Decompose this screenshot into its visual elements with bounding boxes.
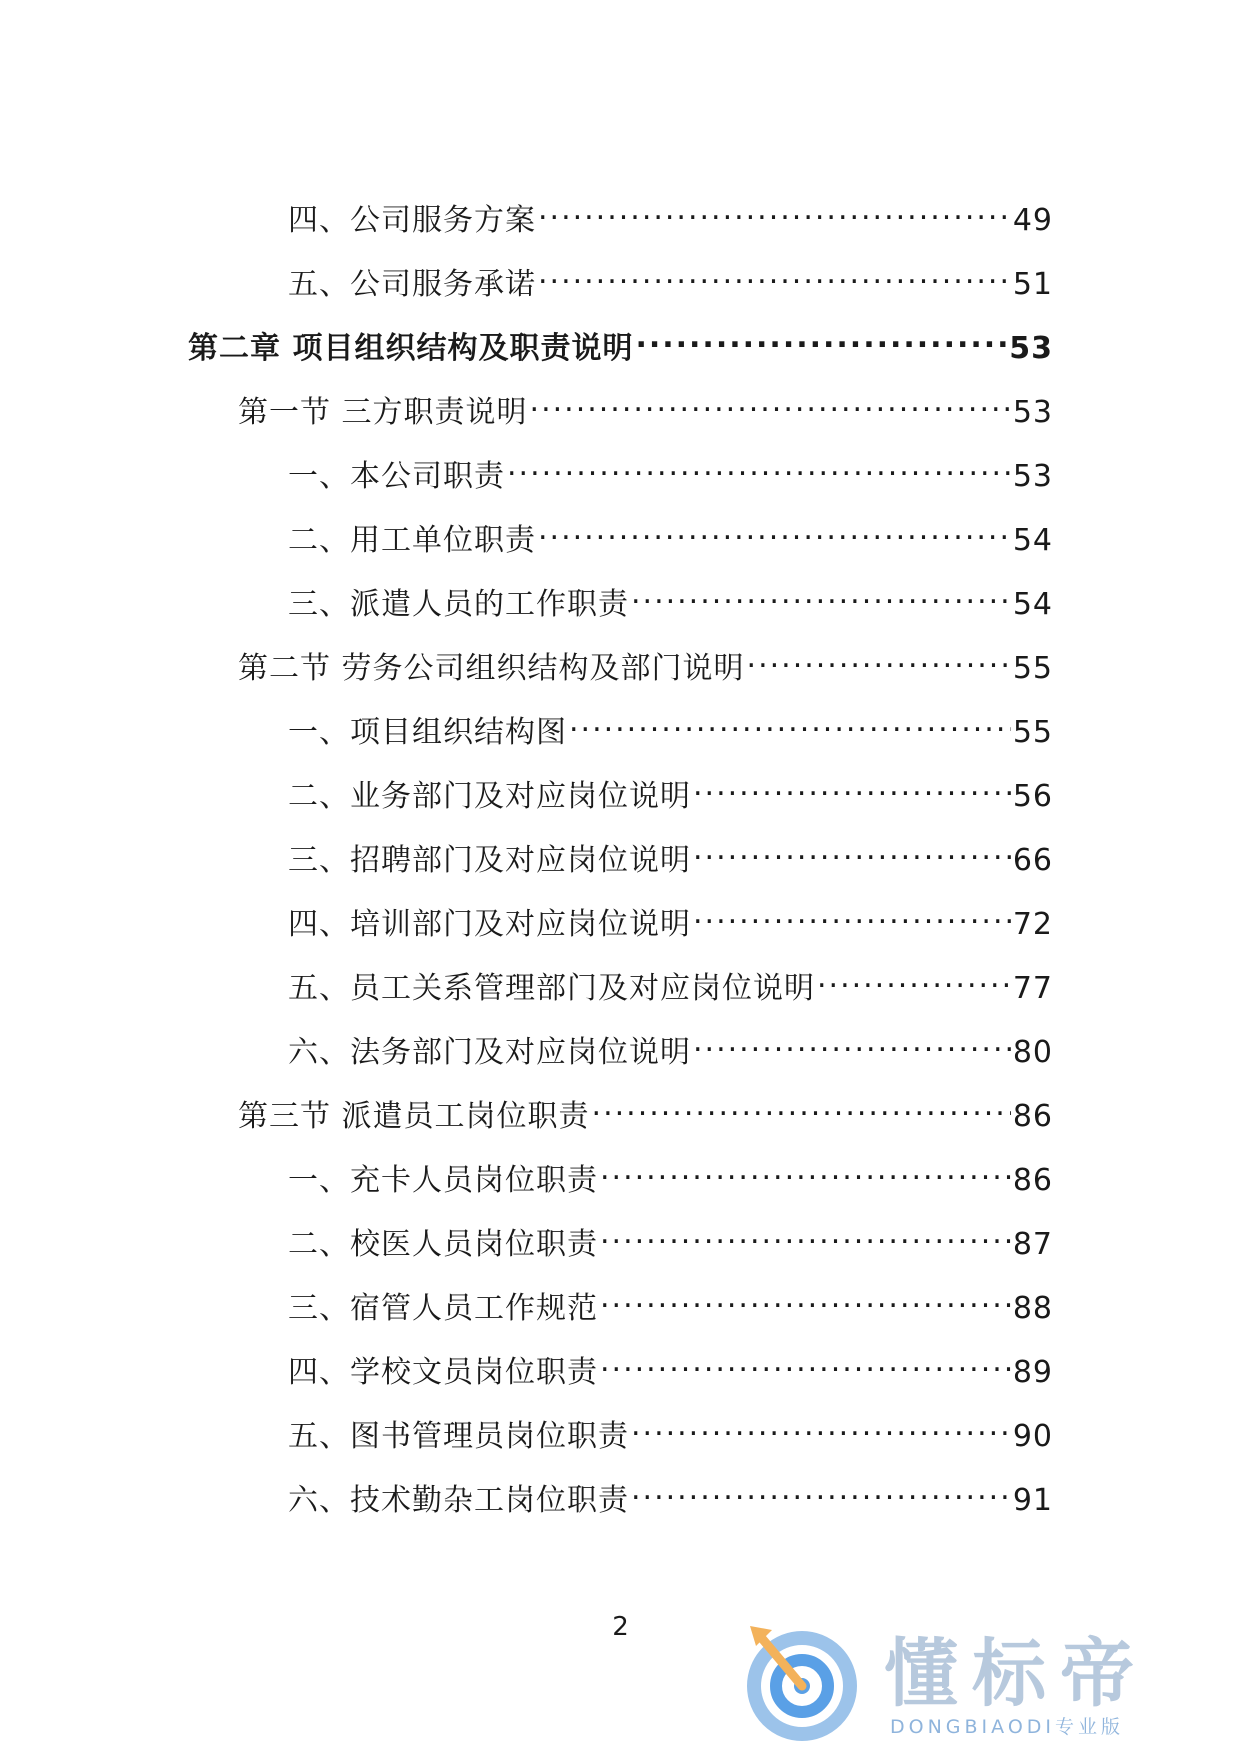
toc-dot-leader bbox=[693, 766, 1011, 806]
toc-dot-leader bbox=[569, 702, 1011, 742]
toc-entry-label: 三、宿管人员工作规范 bbox=[288, 1291, 598, 1326]
toc-entry-page: 90 bbox=[1012, 1419, 1053, 1454]
toc-entry[interactable] bbox=[288, 190, 1053, 238]
toc-entry-page: 56 bbox=[1012, 779, 1053, 814]
toc-entry-label: 六、法务部门及对应岗位说明 bbox=[288, 1035, 691, 1070]
toc-entry-label: 四、公司服务方案 bbox=[288, 203, 536, 238]
toc-dot-leader bbox=[635, 318, 1007, 358]
toc-entry-page: 54 bbox=[1012, 587, 1053, 622]
toc-entry-label: 第二章 项目组织结构及职责说明 bbox=[188, 331, 634, 366]
toc-entry[interactable] bbox=[288, 830, 1053, 878]
toc-chapter-entry[interactable] bbox=[188, 318, 1053, 366]
toc-entry-label: 四、学校文员岗位职责 bbox=[288, 1355, 598, 1390]
toc-entry-page: 77 bbox=[1012, 971, 1053, 1006]
toc-entry-label: 第二节 劳务公司组织结构及部门说明 bbox=[238, 651, 745, 686]
toc-entry[interactable] bbox=[288, 1214, 1053, 1262]
toc-dot-leader bbox=[600, 1278, 1011, 1318]
toc-entry-label: 二、业务部门及对应岗位说明 bbox=[288, 779, 691, 814]
toc-entry[interactable] bbox=[288, 894, 1053, 942]
toc-entry-label: 一、充卡人员岗位职责 bbox=[288, 1163, 598, 1198]
toc-entry-page: 91 bbox=[1012, 1483, 1053, 1518]
toc-entry-page: 55 bbox=[1012, 715, 1053, 750]
toc-entry-label: 三、派遣人员的工作职责 bbox=[288, 587, 629, 622]
toc-entry[interactable] bbox=[288, 958, 1053, 1006]
toc-entry-page: 55 bbox=[1012, 651, 1053, 686]
toc-entry[interactable] bbox=[288, 510, 1053, 558]
toc-dot-leader bbox=[538, 254, 1011, 294]
toc-entry-label: 第三节 派遣员工岗位职责 bbox=[238, 1099, 590, 1134]
page-number: 2 bbox=[612, 1612, 629, 1642]
toc-entry-label: 五、图书管理员岗位职责 bbox=[288, 1419, 629, 1454]
toc-entry[interactable] bbox=[288, 1278, 1053, 1326]
toc-dot-leader bbox=[693, 894, 1011, 934]
toc-dot-leader bbox=[817, 958, 1011, 998]
toc-entry-page: 51 bbox=[1012, 267, 1053, 302]
toc-entry-page: 54 bbox=[1012, 523, 1053, 558]
toc-entry-page: 88 bbox=[1012, 1291, 1053, 1326]
toc-entry[interactable] bbox=[288, 1406, 1053, 1454]
toc-dot-leader bbox=[600, 1342, 1011, 1382]
toc-entry-page: 86 bbox=[1012, 1099, 1053, 1134]
toc-entry-label: 第一节 三方职责说明 bbox=[238, 395, 528, 430]
toc-dot-leader bbox=[592, 1086, 1011, 1126]
watermark bbox=[742, 1620, 1212, 1745]
toc-entry[interactable] bbox=[288, 702, 1053, 750]
toc-section-entry[interactable] bbox=[238, 638, 1053, 686]
toc-entry-page: 87 bbox=[1012, 1227, 1053, 1262]
toc-entry-page: 53 bbox=[1009, 331, 1053, 366]
toc-entry-page: 72 bbox=[1012, 907, 1053, 942]
toc-entry-page: 80 bbox=[1012, 1035, 1053, 1070]
toc-entry-label: 三、招聘部门及对应岗位说明 bbox=[288, 843, 691, 878]
toc-entry-page: 89 bbox=[1012, 1355, 1053, 1390]
toc-entry[interactable] bbox=[288, 1470, 1053, 1518]
toc-entry-page: 86 bbox=[1012, 1163, 1053, 1198]
target-arrow-icon bbox=[742, 1622, 862, 1742]
toc-dot-leader bbox=[693, 1022, 1011, 1062]
toc-dot-leader bbox=[538, 510, 1011, 550]
toc-entry[interactable] bbox=[288, 446, 1053, 494]
toc-section-entry[interactable] bbox=[238, 382, 1053, 430]
toc-entry-label: 六、技术勤杂工岗位职责 bbox=[288, 1483, 629, 1518]
toc-entry-page: 49 bbox=[1012, 203, 1053, 238]
toc-entry-label: 一、本公司职责 bbox=[288, 459, 505, 494]
toc-entry[interactable] bbox=[288, 254, 1053, 302]
toc-dot-leader bbox=[693, 830, 1011, 870]
toc-dot-leader bbox=[507, 446, 1011, 486]
toc-entry-label: 五、员工关系管理部门及对应岗位说明 bbox=[288, 971, 815, 1006]
toc-dot-leader bbox=[538, 190, 1011, 230]
toc-entry[interactable] bbox=[288, 1150, 1053, 1198]
toc-entry-label: 一、项目组织结构图 bbox=[288, 715, 567, 750]
toc-entry[interactable] bbox=[288, 1342, 1053, 1390]
watermark-subtitle: DONGBIAODI专业版 bbox=[890, 1716, 1125, 1738]
toc-dot-leader bbox=[530, 382, 1011, 422]
toc-dot-leader bbox=[631, 1406, 1011, 1446]
toc-section-entry[interactable] bbox=[238, 1086, 1053, 1134]
toc-entry-page: 53 bbox=[1012, 459, 1053, 494]
toc-dot-leader bbox=[600, 1214, 1011, 1254]
toc-dot-leader bbox=[600, 1150, 1011, 1190]
toc-entry-label: 二、校医人员岗位职责 bbox=[288, 1227, 598, 1262]
toc-dot-leader bbox=[631, 574, 1011, 614]
toc-entry[interactable] bbox=[288, 766, 1053, 814]
toc-entry[interactable] bbox=[288, 1022, 1053, 1070]
toc-dot-leader bbox=[631, 1470, 1011, 1510]
toc-entry-page: 66 bbox=[1012, 843, 1053, 878]
toc-entry[interactable] bbox=[288, 574, 1053, 622]
toc-entry-label: 五、公司服务承诺 bbox=[288, 267, 536, 302]
toc-dot-leader bbox=[747, 638, 1011, 678]
toc-entry-label: 四、培训部门及对应岗位说明 bbox=[288, 907, 691, 942]
toc-entry-page: 53 bbox=[1012, 395, 1053, 430]
toc-entry-label: 二、用工单位职责 bbox=[288, 523, 536, 558]
watermark-brand: 懂标帝 bbox=[884, 1631, 1148, 1717]
